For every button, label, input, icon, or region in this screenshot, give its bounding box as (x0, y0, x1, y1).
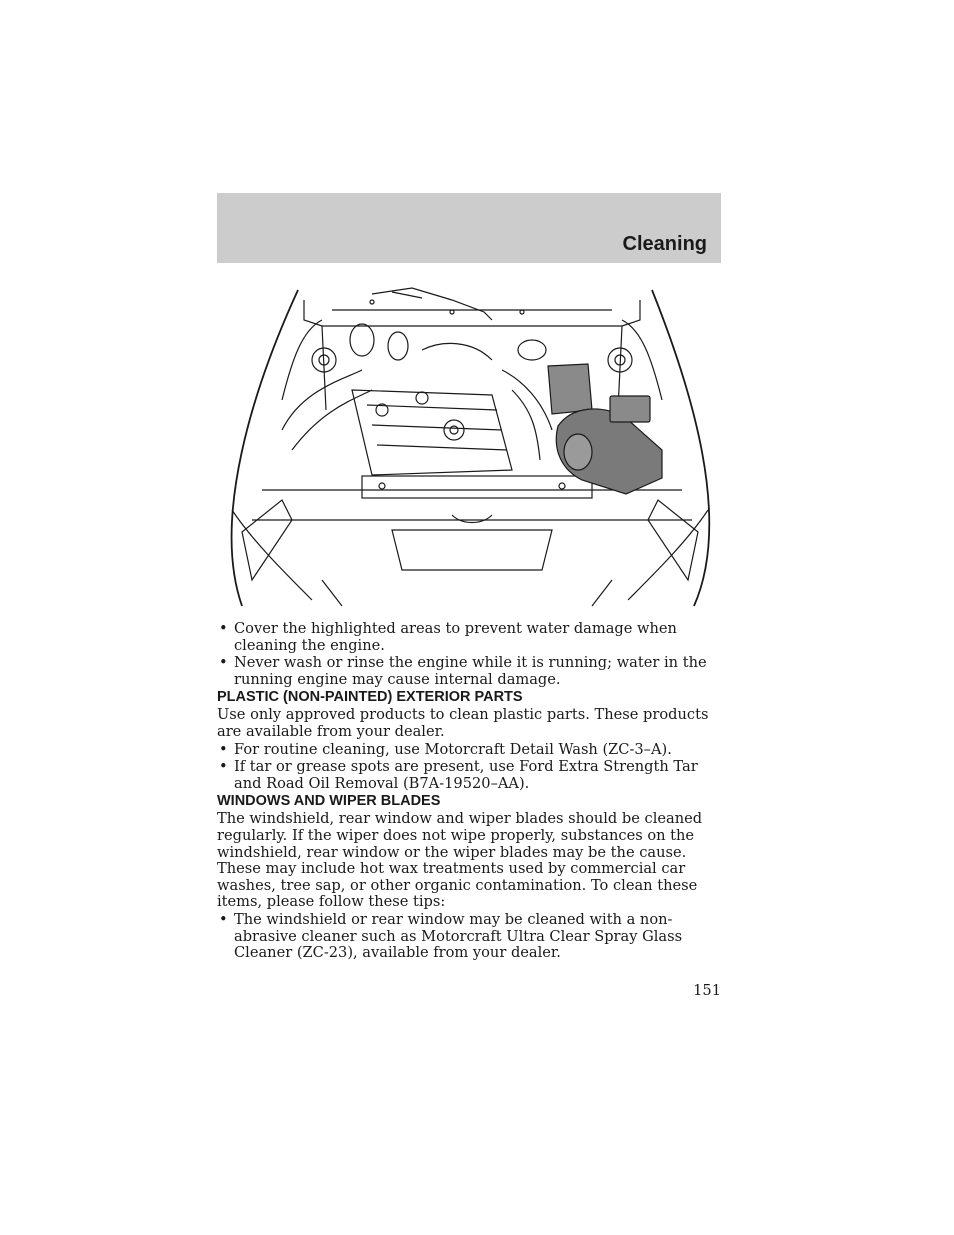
list-item: • For routine cleaning, use Motorcraft Detail Wash (ZC-3–A). (217, 742, 721, 759)
list-item: • If tar or grease spots are present, use Ford Extra Strength Tar and Road Oil Removal (B7A-19520–AA). (217, 759, 721, 792)
page-number: 151 (693, 982, 721, 999)
paragraph-windows-intro: The windshield, rear window and wiper blades should be cleaned regularly. If the wiper does not wipe properly, substances on the windshield, rear window or the wiper blades may be the cause. These may include hot wax treatments used by commercial car washes, tree sap, or other organic contamination. To clean these items, please follow these tips: (217, 810, 703, 911)
heading-plastic-parts: PLASTIC (NON-PAINTED) EXTERIOR PARTS (217, 689, 523, 706)
section-title: Cleaning (622, 233, 707, 255)
engine-compartment-illustration (222, 280, 718, 612)
section-header-band (217, 193, 721, 263)
body-text (217, 621, 721, 963)
paragraph-plastic-intro: Use only approved products to clean plastic parts. These products are available from your dealer. (217, 706, 709, 740)
heading-windows-wipers: WINDOWS AND WIPER BLADES (217, 793, 441, 810)
list-item: • Cover the highlighted areas to prevent water damage when cleaning the engine. (217, 621, 721, 654)
list-item: • Never wash or rinse the engine while it is running; water in the running engine may cause internal damage. (217, 655, 721, 688)
list-item: • The windshield or rear window may be cleaned with a non-abrasive cleaner such as Motorcraft Ultra Clear Spray Glass Cleaner (ZC-23), available from your dealer. (217, 912, 721, 962)
